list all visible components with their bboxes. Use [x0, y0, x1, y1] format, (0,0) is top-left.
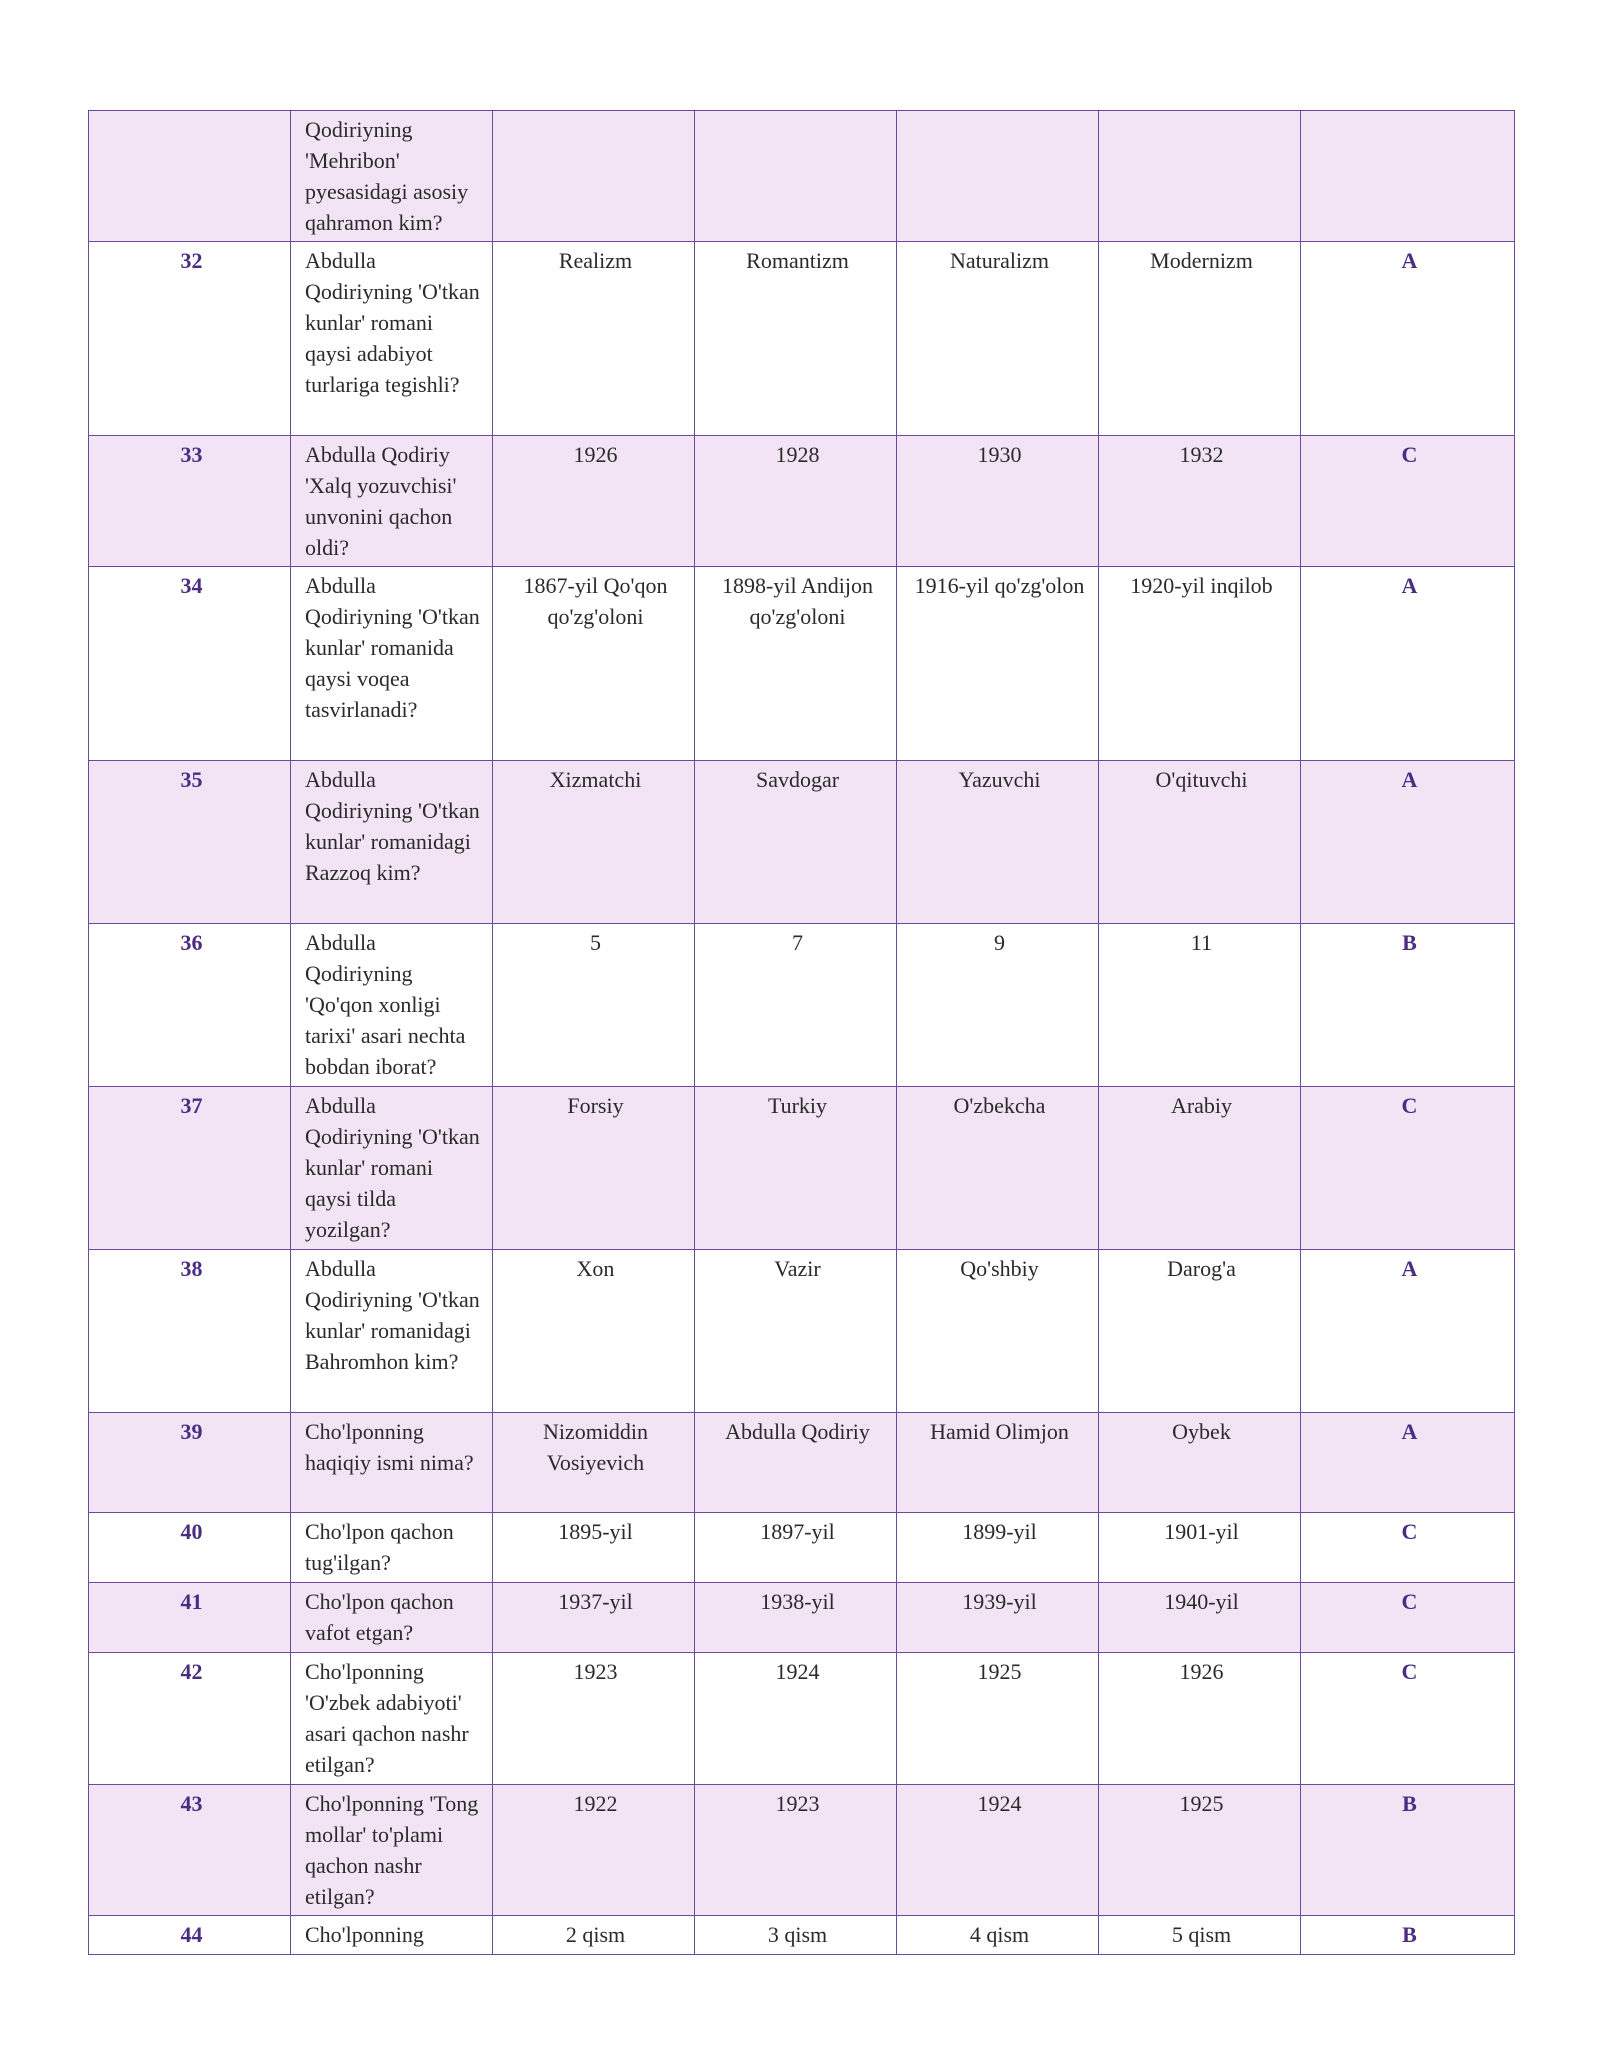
- question-text: Cho'lponning haqiqiy ismi nima?: [291, 1413, 493, 1513]
- option-c: [897, 111, 1099, 242]
- correct-answer: [1301, 111, 1515, 242]
- option-c: 1924: [897, 1785, 1099, 1916]
- table-row: [89, 242, 1515, 436]
- option-b: [695, 111, 897, 242]
- option-c: Hamid Olimjon: [897, 1413, 1099, 1513]
- option-d: 11: [1099, 924, 1301, 1087]
- correct-answer: A: [1301, 242, 1515, 436]
- question-text: Cho'lpon qachon vafot etgan?: [291, 1583, 493, 1653]
- correct-answer: C: [1301, 1087, 1515, 1250]
- option-d: [1099, 111, 1301, 242]
- option-a: 1922: [493, 1785, 695, 1916]
- table-row: [89, 1413, 1515, 1513]
- question-number: 38: [89, 1250, 291, 1413]
- option-c: 1899-yil: [897, 1513, 1099, 1583]
- question-text: Cho'lponning 'O'zbek adabiyoti' asari qachon nashr etilgan?: [291, 1653, 493, 1785]
- option-a: Realizm: [493, 242, 695, 436]
- correct-answer: A: [1301, 761, 1515, 924]
- option-d: 1932: [1099, 436, 1301, 567]
- question-text: Abdulla Qodiriyning 'Qo'qon xonligi tarixi' asari nechta bobdan iborat?: [291, 924, 493, 1087]
- option-c: Yazuvchi: [897, 761, 1099, 924]
- option-c: 4 qism: [897, 1916, 1099, 1955]
- option-a: 1926: [493, 436, 695, 567]
- option-b: Romantizm: [695, 242, 897, 436]
- option-d: Arabiy: [1099, 1087, 1301, 1250]
- option-a: 5: [493, 924, 695, 1087]
- question-text: Abdulla Qodiriy 'Xalq yozuvchisi' unvonini qachon oldi?: [291, 436, 493, 567]
- option-d: 1901-yil: [1099, 1513, 1301, 1583]
- option-b: Savdogar: [695, 761, 897, 924]
- option-a: Forsiy: [493, 1087, 695, 1250]
- question-number: 34: [89, 567, 291, 761]
- table-row: [89, 924, 1515, 1087]
- option-a: 1937-yil: [493, 1583, 695, 1653]
- option-b: Abdulla Qodiriy: [695, 1413, 897, 1513]
- table-row: [89, 761, 1515, 924]
- option-b: Vazir: [695, 1250, 897, 1413]
- question-text: Abdulla Qodiriyning 'O'tkan kunlar' romanidagi Razzoq kim?: [291, 761, 493, 924]
- question-number: 41: [89, 1583, 291, 1653]
- option-d: 1940-yil: [1099, 1583, 1301, 1653]
- question-number: 36: [89, 924, 291, 1087]
- correct-answer: A: [1301, 1250, 1515, 1413]
- option-b: 1898-yil Andijon qo'zg'oloni: [695, 567, 897, 761]
- question-text: Abdulla Qodiriyning 'O'tkan kunlar' romanidagi Bahromhon kim?: [291, 1250, 493, 1413]
- question-number: 32: [89, 242, 291, 436]
- table-row: [89, 436, 1515, 567]
- option-a: 1923: [493, 1653, 695, 1785]
- option-c: Qo'shbiy: [897, 1250, 1099, 1413]
- table-row: [89, 1513, 1515, 1583]
- correct-answer: B: [1301, 1785, 1515, 1916]
- option-a: Xon: [493, 1250, 695, 1413]
- question-text: Abdulla Qodiriyning 'O'tkan kunlar' romani qaysi tilda yozilgan?: [291, 1087, 493, 1250]
- question-text: Abdulla Qodiriyning 'O'tkan kunlar' romani qaysi adabiyot turlariga tegishli?: [291, 242, 493, 436]
- option-c: Naturalizm: [897, 242, 1099, 436]
- option-d: 1920-yil inqilob: [1099, 567, 1301, 761]
- question-text: Cho'lponning: [291, 1916, 493, 1955]
- question-number: 39: [89, 1413, 291, 1513]
- table-row: [89, 1916, 1515, 1955]
- option-a: 1867-yil Qo'qon qo'zg'oloni: [493, 567, 695, 761]
- option-c: 9: [897, 924, 1099, 1087]
- option-c: 1930: [897, 436, 1099, 567]
- option-d: Darog'a: [1099, 1250, 1301, 1413]
- option-d: 1925: [1099, 1785, 1301, 1916]
- option-c: 1925: [897, 1653, 1099, 1785]
- correct-answer: C: [1301, 436, 1515, 567]
- option-d: 5 qism: [1099, 1916, 1301, 1955]
- question-number: 44: [89, 1916, 291, 1955]
- question-text: Abdulla Qodiriyning 'O'tkan kunlar' romanida qaysi voqea tasvirlanadi?: [291, 567, 493, 761]
- option-d: O'qituvchi: [1099, 761, 1301, 924]
- option-d: 1926: [1099, 1653, 1301, 1785]
- quiz-table: [88, 110, 1515, 1955]
- question-number: 35: [89, 761, 291, 924]
- option-a: Xizmatchi: [493, 761, 695, 924]
- correct-answer: A: [1301, 1413, 1515, 1513]
- question-number: 43: [89, 1785, 291, 1916]
- option-b: 1923: [695, 1785, 897, 1916]
- table-row: [89, 1785, 1515, 1916]
- option-b: 1897-yil: [695, 1513, 897, 1583]
- table-row: [89, 1250, 1515, 1413]
- correct-answer: C: [1301, 1513, 1515, 1583]
- option-a: [493, 111, 695, 242]
- option-d: Oybek: [1099, 1413, 1301, 1513]
- option-c: 1939-yil: [897, 1583, 1099, 1653]
- option-a: Nizomiddin Vosiyevich: [493, 1413, 695, 1513]
- question-text: Qodiriyning 'Mehribon' pyesasidagi asosiy qahramon kim?: [291, 111, 493, 242]
- question-number: 40: [89, 1513, 291, 1583]
- option-b: Turkiy: [695, 1087, 897, 1250]
- question-number: 42: [89, 1653, 291, 1785]
- option-b: 3 qism: [695, 1916, 897, 1955]
- option-b: 7: [695, 924, 897, 1087]
- correct-answer: B: [1301, 1916, 1515, 1955]
- table-row: [89, 1087, 1515, 1250]
- question-number: 37: [89, 1087, 291, 1250]
- correct-answer: C: [1301, 1583, 1515, 1653]
- option-b: 1938-yil: [695, 1583, 897, 1653]
- option-b: 1924: [695, 1653, 897, 1785]
- question-number: 33: [89, 436, 291, 567]
- option-c: O'zbekcha: [897, 1087, 1099, 1250]
- question-text: Cho'lpon qachon tug'ilgan?: [291, 1513, 493, 1583]
- option-b: 1928: [695, 436, 897, 567]
- correct-answer: B: [1301, 924, 1515, 1087]
- option-a: 1895-yil: [493, 1513, 695, 1583]
- correct-answer: C: [1301, 1653, 1515, 1785]
- question-text: Cho'lponning 'Tong mollar' to'plami qachon nashr etilgan?: [291, 1785, 493, 1916]
- correct-answer: A: [1301, 567, 1515, 761]
- option-d: Modernizm: [1099, 242, 1301, 436]
- option-c: 1916-yil qo'zg'olon: [897, 567, 1099, 761]
- table-row: [89, 567, 1515, 761]
- table-row: [89, 111, 1515, 242]
- question-number: [89, 111, 291, 242]
- option-a: 2 qism: [493, 1916, 695, 1955]
- table-row: [89, 1653, 1515, 1785]
- table-row: [89, 1583, 1515, 1653]
